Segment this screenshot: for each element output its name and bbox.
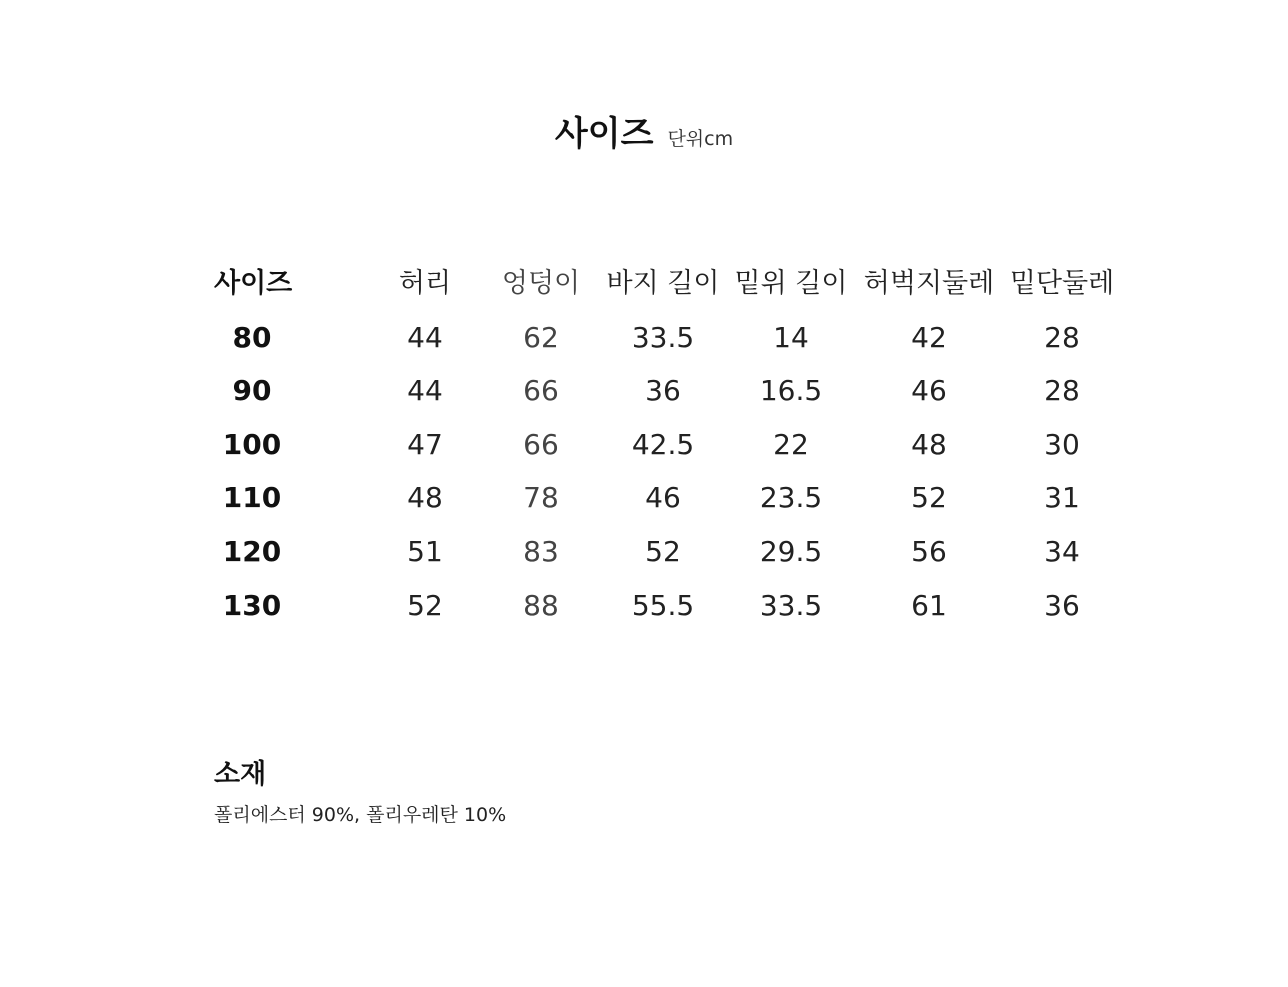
- hip-cell: 88: [523, 588, 559, 622]
- column-header-thigh: 허벅지둘레: [863, 268, 995, 299]
- hip-cell: 66: [523, 427, 559, 461]
- table-row: [0, 579, 1288, 633]
- table-row: [0, 418, 1288, 472]
- thigh-cell: 48: [911, 427, 947, 461]
- waist-cell: 44: [407, 374, 443, 408]
- unit-label: 단위cm: [667, 128, 734, 150]
- pants-length-cell: 33.5: [631, 320, 695, 354]
- column-header-waist: 허리: [398, 268, 452, 299]
- hem-cell: 28: [1044, 320, 1080, 354]
- waist-cell: 48: [407, 481, 443, 515]
- waist-cell: 47: [407, 427, 443, 461]
- size-cell: 80: [232, 320, 272, 354]
- waist-cell: 51: [407, 534, 443, 568]
- material-composition: 폴리에스터 90%, 폴리우레탄 10%: [214, 804, 507, 826]
- hem-cell: 28: [1044, 374, 1080, 408]
- title-area: [0, 106, 1288, 155]
- rise-cell: 14: [773, 320, 809, 354]
- table-header-row: [0, 257, 1288, 311]
- thigh-cell: 42: [911, 320, 947, 354]
- size-cell: 90: [232, 374, 272, 408]
- pants-length-cell: 42.5: [631, 427, 695, 461]
- page-title: 사이즈: [554, 114, 654, 154]
- thigh-cell: 52: [911, 481, 947, 515]
- column-header-pants-length: 바지 길이: [606, 268, 720, 299]
- size-table: [0, 257, 1288, 632]
- table-row: [0, 525, 1288, 579]
- rise-cell: 16.5: [759, 374, 823, 408]
- hip-cell: 78: [523, 481, 559, 515]
- hem-cell: 36: [1044, 588, 1080, 622]
- rise-cell: 33.5: [759, 588, 823, 622]
- rise-cell: 29.5: [759, 534, 823, 568]
- column-header-size: 사이즈: [214, 268, 293, 299]
- hip-cell: 83: [523, 534, 559, 568]
- table-row: [0, 364, 1288, 418]
- column-header-hip: 엉덩이: [501, 268, 581, 299]
- pants-length-cell: 55.5: [631, 588, 695, 622]
- thigh-cell: 61: [911, 588, 947, 622]
- rise-cell: 23.5: [759, 481, 823, 515]
- pants-length-cell: 36: [645, 374, 681, 408]
- pants-length-cell: 52: [645, 534, 681, 568]
- rise-cell: 22: [773, 427, 809, 461]
- waist-cell: 52: [407, 588, 443, 622]
- table-row: [0, 311, 1288, 365]
- hem-cell: 34: [1044, 534, 1080, 568]
- column-header-rise: 밑위 길이: [734, 268, 848, 299]
- material-title: 소재: [214, 759, 267, 790]
- table-row: [0, 471, 1288, 525]
- thigh-cell: 56: [911, 534, 947, 568]
- pants-length-cell: 46: [645, 481, 681, 515]
- hem-cell: 30: [1044, 427, 1080, 461]
- size-cell: 100: [222, 427, 282, 461]
- size-cell: 120: [222, 534, 282, 568]
- hip-cell: 62: [523, 320, 559, 354]
- column-header-hem: 밑단둘레: [1009, 268, 1115, 299]
- waist-cell: 44: [407, 320, 443, 354]
- size-cell: 110: [222, 481, 282, 515]
- thigh-cell: 46: [911, 374, 947, 408]
- hip-cell: 66: [523, 374, 559, 408]
- hem-cell: 31: [1044, 481, 1080, 515]
- size-cell: 130: [222, 588, 282, 622]
